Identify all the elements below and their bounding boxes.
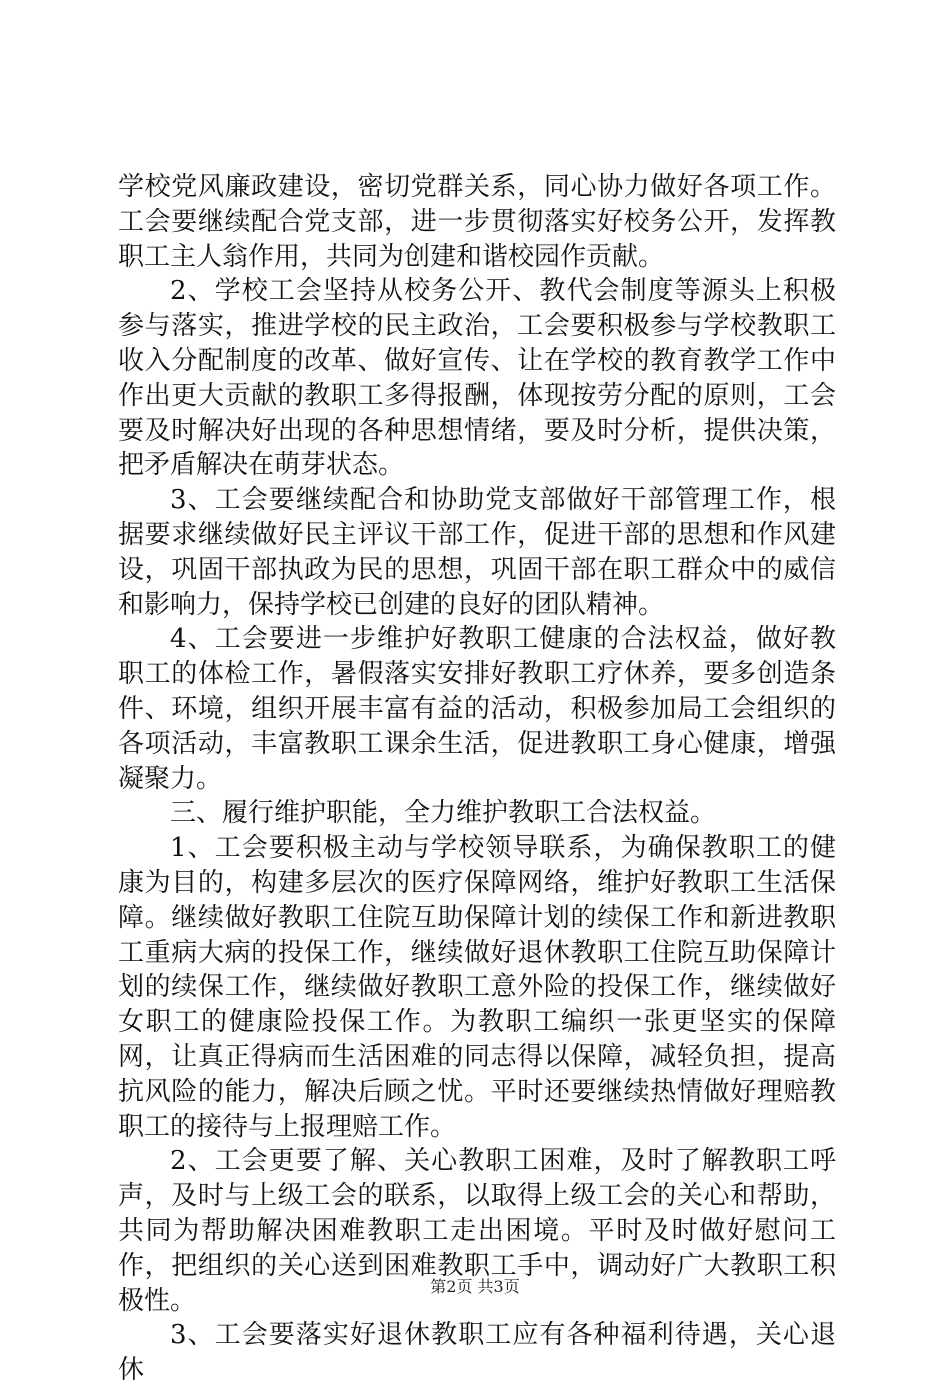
paragraph-4: 4、工会要进一步维护好教职工健康的合法权益，做好教职工的体检工作，暑假落实安排好教职工疗休养，要多创造条件、环境，组织开展丰富有益的活动，积极参加局工会组织的各项活动，丰富教职工课余生活，促进教职工身心健康，增强凝聚力。 [118,624,836,794]
paragraph-5: 1、工会要积极主动与学校领导联系，为确保教职工的健康为目的，构建多层次的医疗保障网络，维护好教职工生活保障。继续做好教职工住院互助保障计划的续保工作和新进教职工重病大病的投保工作，继续做好退休教职工住院互助保障计划的续保工作，继续做好教职工意外险的投保工作，继续做好女职工的健康险投保工作。为教职工编织一张更坚实的保障网，让真正得病而生活困难的同志得以保障，减轻负担，提高抗风险的能力，解决后顾之忧。平时还要继续热情做好理赔教职工的接待与上报理赔工作。 [118,833,836,1142]
paragraph-7: 3、工会要落实好退休教职工应有各种福利待遇，关心退休 [118,1320,836,1386]
document-body [118,170,836,1388]
paragraph-6: 2、工会更要了解、关心教职工困难，及时了解教职工呼声，及时与上级工会的联系，以取得上级工会的关心和帮助，共同为帮助解决困难教职工走出困境。平时及时做好慰问工作，把组织的关心送到困难教职工手中，调动好广大教职工积极性。 [118,1146,836,1316]
paragraph-3: 3、工会要继续配合和协助党支部做好干部管理工作，根据要求继续做好民主评议干部工作，促进干部的思想和作风建设，巩固干部执政为民的思想，巩固干部在职工群众中的威信和影响力，保持学校已创建的良好的团队精神。 [118,485,836,620]
paragraph-2: 2、学校工会坚持从校务公开、教代会制度等源头上积极参与落实，推进学校的民主政治，工会要积极参与学校教职工收入分配制度的改革、做好宣传、让在学校的教育教学工作中作出更大贡献的教职工多得报酬，体现按劳分配的原则，工会要及时解决好出现的各种思想情绪，要及时分析，提供决策，把矛盾解决在萌芽状态。 [118,276,836,481]
paragraph-1: 学校党风廉政建设，密切党群关系，同心协力做好各项工作。工会要继续配合党支部，进一步贯彻落实好校务公开，发挥教职工主人翁作用，共同为创建和谐校园作贡献。 [118,172,836,272]
section-heading-3: 三、履行维护职能，全力维护教职工合法权益。 [170,798,717,829]
page-footer: 第2页 共3页 [430,1277,520,1296]
